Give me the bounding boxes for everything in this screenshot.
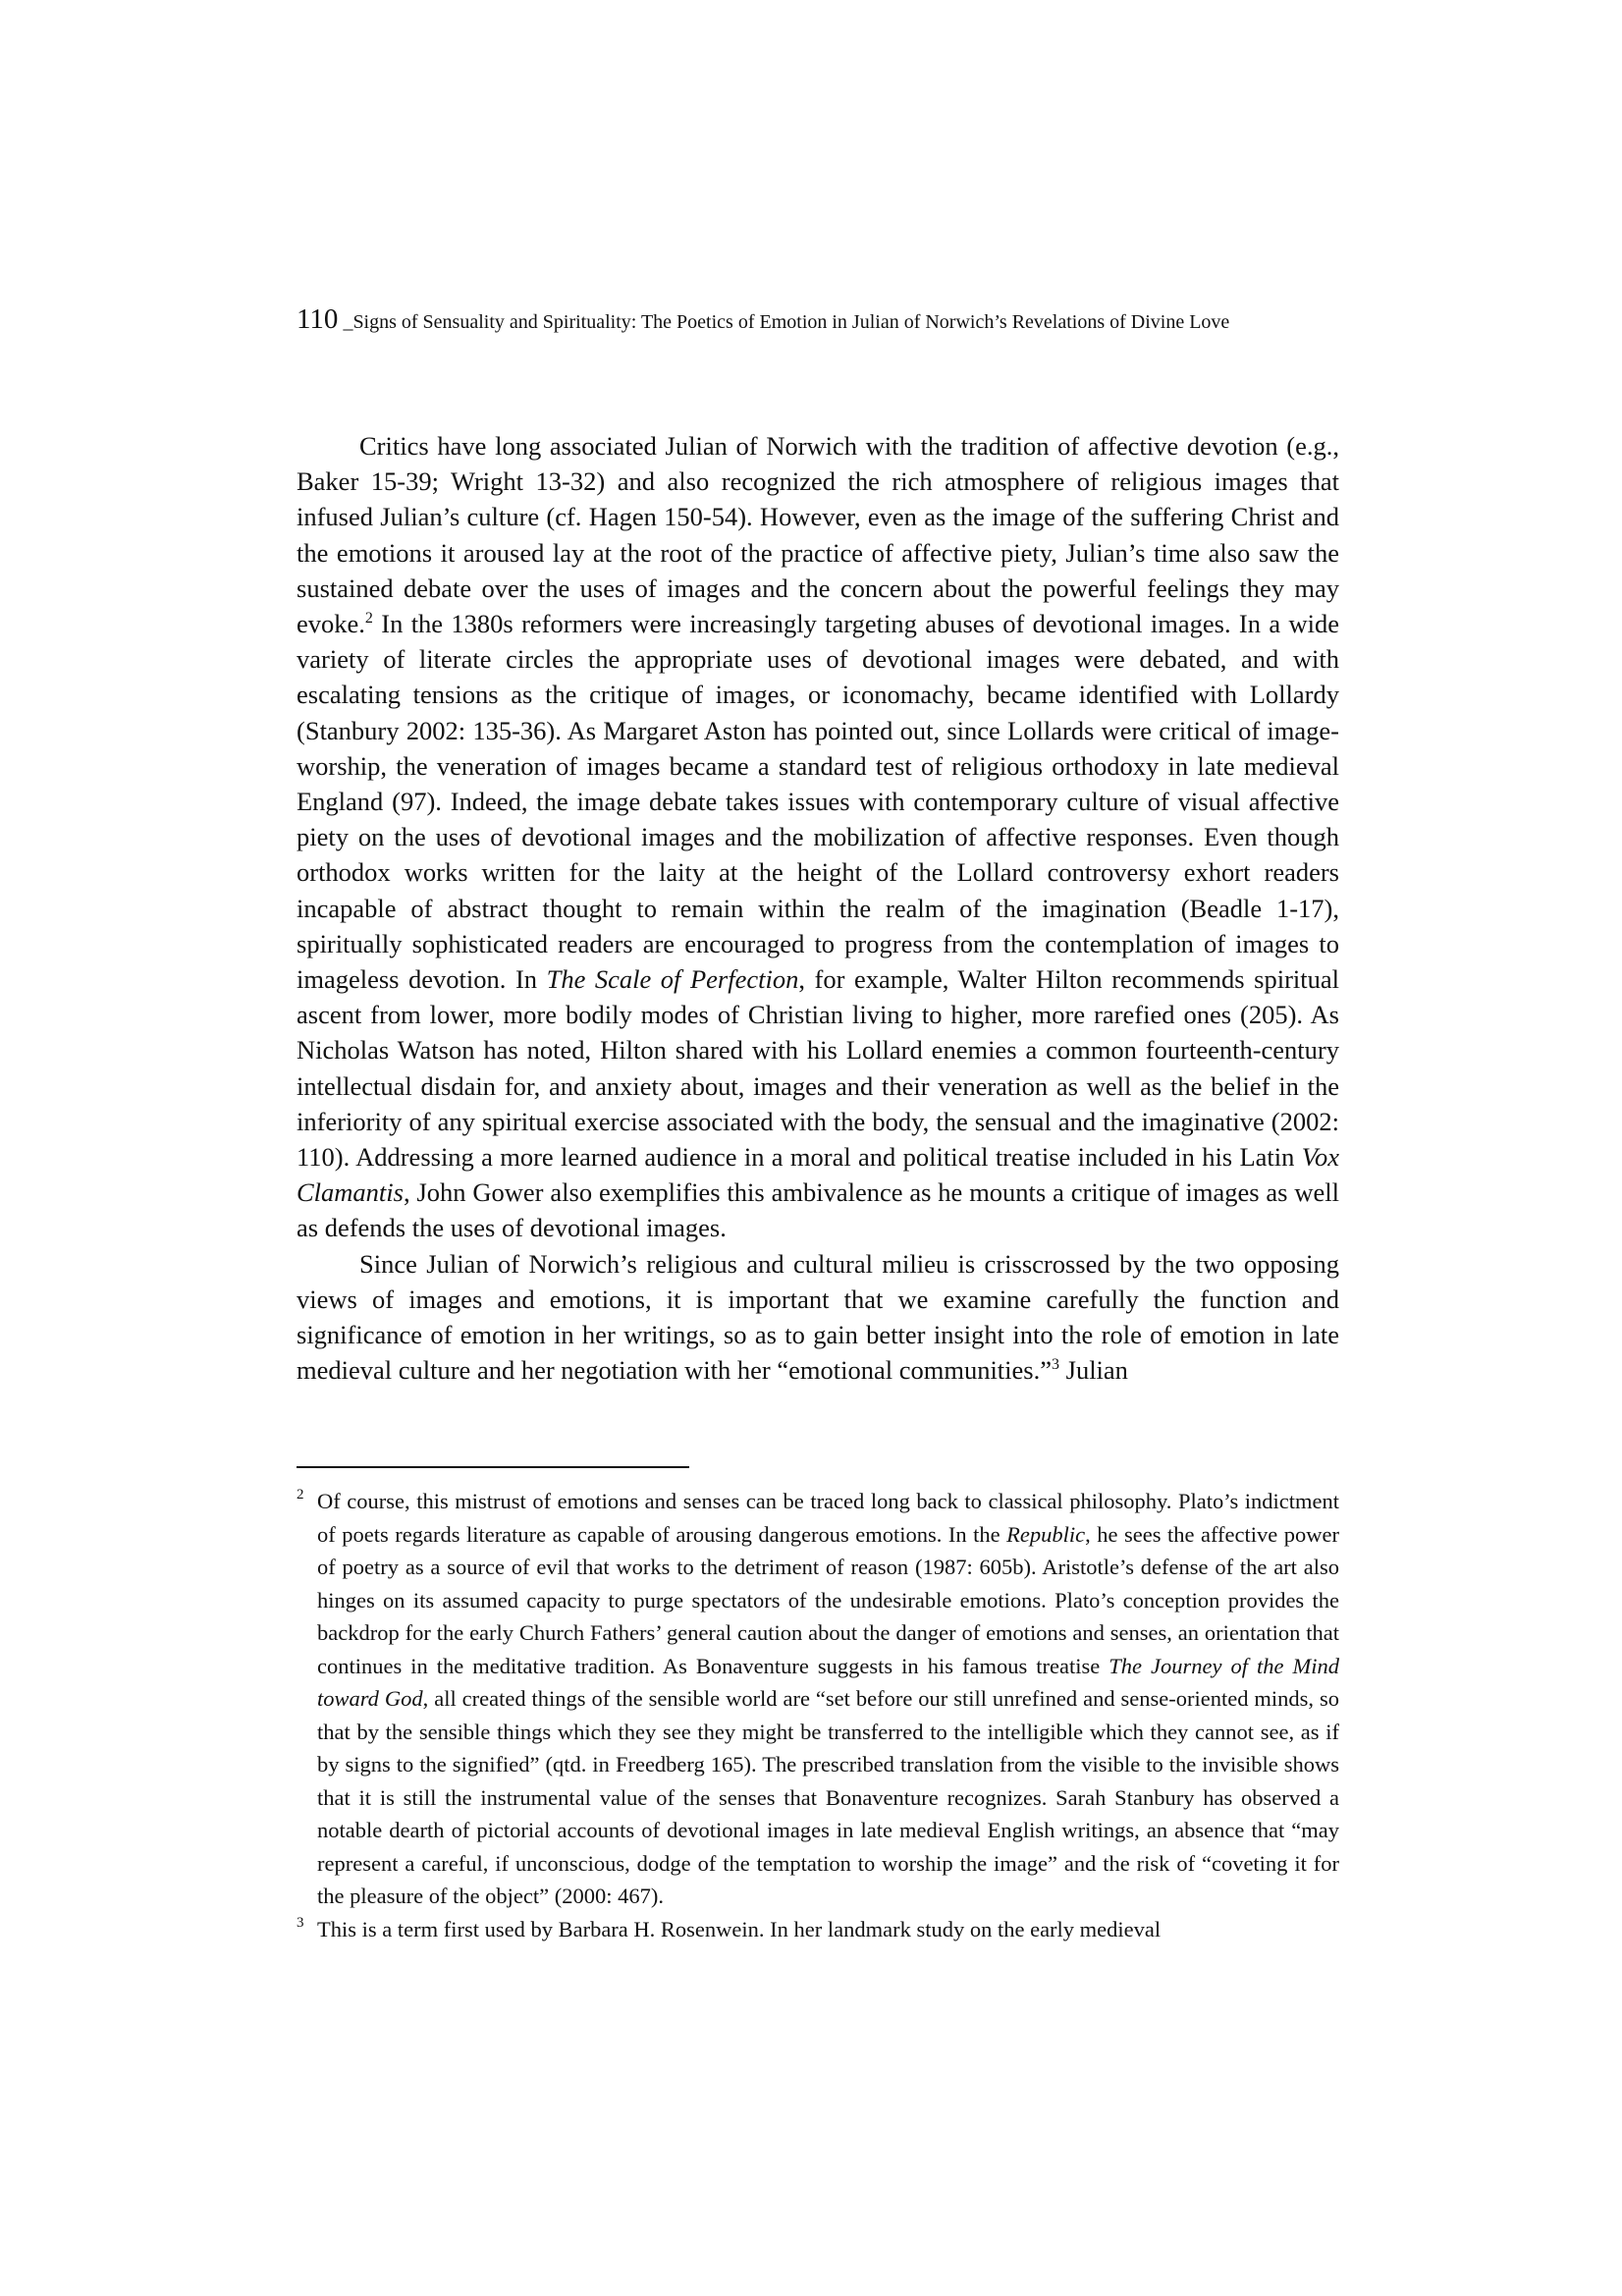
main-text [297, 428, 1339, 1388]
footnote-2-text-b: , he sees the affective power of poetry as a source of evil that works to the detriment of reason (1987: 605b). Aristotle’s defense of the art also hinges on its assumed capacity to purge spectators of the undesirable emotions. Plato’s conception provides the backdrop for the early Church Fathers’ general caution about the danger of emotions and senses, an orientation that continues in the meditative tradition. As Bonaventure suggests in his famous treatise [317, 1521, 1339, 1678]
paragraph-1-text-b: In the 1380s reformers were increasingly targeting abuses of devotional images. In a wide variety of literate circles the appropriate uses of devotional images were debated, and with escalating tensions as the critique of images, or iconomachy, became identified with Lollardy (Stanbury 2002: 135-36). As Margaret Aston has pointed out, since Lollards were critical of image-worship, the veneration of images became a standard test of religious orthodoxy in late medieval England (97). Indeed, the image debate takes issues with contemporary culture of visual affective piety on the uses of devotional images and the mobilization of affective responses. Even though orthodox works written for the laity at the height of the Lollard controversy exhort readers incapable of abstract thought to remain within the realm of the imagination (Beadle 1-17), spiritually sophisticated readers are encouraged to progress from the contemplation of images to imageless devotion. In [297, 609, 1339, 995]
footnote-3 [297, 1913, 1339, 1946]
paragraph-1 [297, 428, 1339, 1246]
paragraph-1-text-a: Critics have long associated Julian of Norwich with the tradition of affective devotion (e.g., Baker 15-39; Wright 13-32) and also recognized the rich atmosphere of religious images that infused Julian’s culture (cf. Hagen 150-54). However, even as the image of the suffering Christ and the emotions it aroused lay at the root of the practice of affective piety, Julian’s time also saw the sustained debate over the uses of images and the concern about the powerful feelings they may evoke. [297, 431, 1339, 639]
footnotes [297, 1485, 1339, 1945]
paragraph-2-text-b: Julian [1059, 1355, 1128, 1386]
running-title: _Signs of Sensuality and Spirituality: The Poetics of Emotion in Julian of Norwich’s Revelations of Divine Love [343, 311, 1230, 333]
footnote-separator [297, 1466, 689, 1468]
footnote-3-text-a: This is a term first used by Barbara H. Rosenwein. In her landmark study on the early medieval [317, 1916, 1162, 1941]
footnote-ref-3: 3 [1052, 1356, 1059, 1374]
footnote-3-mark: 3 [297, 1914, 304, 1931]
book-title-journey-of-the-mind: The Journey of the Mind toward God [317, 1653, 1339, 1711]
paragraph-1-text-c: , for example, Walter Hilton recommends spiritual ascent from lower, more bodily modes of Christian living to higher, more rarefied ones (205). As Nicholas Watson has noted, Hilton shared with his Lollard enemies a common fourteenth-century intellectual disdain for, and anxiety about, images and their veneration as well as the belief in the inferiority of any spiritual exercise associated with the body, the sensual and the imaginative (2002: 110). Addressing a more learned audience in a moral and political treatise included in his Latin [297, 964, 1339, 1173]
footnote-2 [297, 1485, 1339, 1913]
book-title-republic: Republic [1006, 1521, 1086, 1547]
page-number: 110 [297, 303, 339, 335]
footnote-2-text-a: Of course, this mistrust of emotions and senses can be traced long back to classical philosophy. Plato’s indictment of poets regards literature as capable of arousing dangerous emotions. In the [317, 1489, 1339, 1547]
paragraph-2 [297, 1246, 1339, 1389]
book-title-scale-of-perfection: The Scale of Perfection [546, 964, 799, 995]
paragraph-2-text-a: Since Julian of Norwich’s religious and cultural milieu is crisscrossed by the two opposing views of images and emotions, it is important that we examine carefully the function and significance of emotion in her writings, so as to gain better insight into the role of emotion in late medieval culture and her negotiation with her “emotional communities.” [297, 1248, 1339, 1386]
book-title-vox-clamantis: Vox Clamantis [297, 1142, 1339, 1208]
footnote-2-mark: 2 [297, 1487, 304, 1503]
footnote-ref-2: 2 [364, 610, 373, 628]
paragraph-1-text-d: , John Gower also exemplifies this ambivalence as he mounts a critique of images as well as defends the uses of devotional images. [297, 1177, 1339, 1243]
page-header [297, 304, 1337, 337]
footnote-2-text-c: , all created things of the sensible world are “set before our still unrefined and sense-oriented minds, so that by the sensible things which they see they might be transferred to the intelligible which they cannot see, as if by signs to the signified” (qtd. in Freedberg 165). The prescribed translation from the visible to the invisible shows that it is still the instrumental value of the senses that Bonaventure recognizes. Sarah Stanbury has observed a notable dearth of pictorial accounts of devotional images in late medieval English writings, an absence that “may represent a careful, if unconscious, dodge of the temptation to worship the image” and the risk of “coveting it for the pleasure of the object” (2000: 467). [317, 1686, 1339, 1908]
